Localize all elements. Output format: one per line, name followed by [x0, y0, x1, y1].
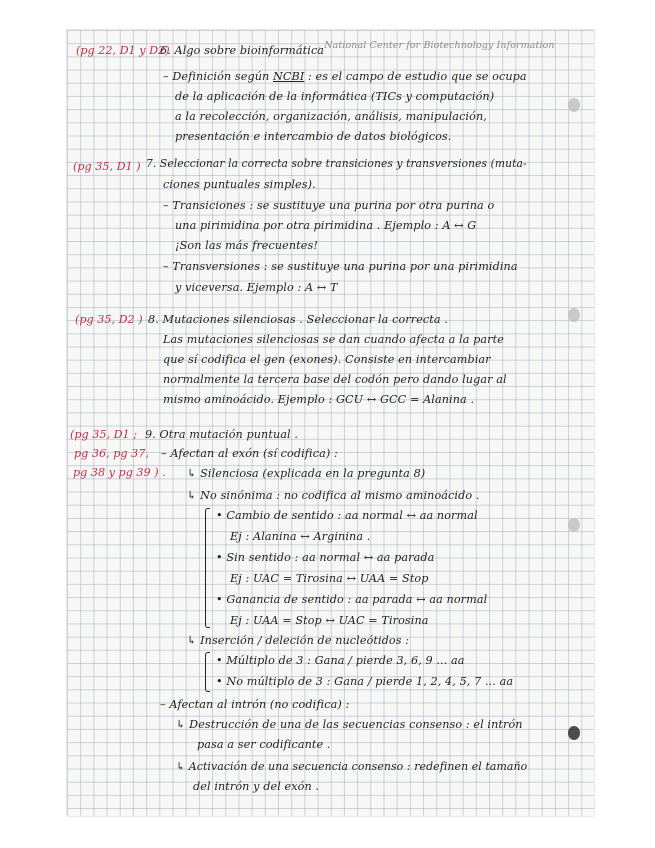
transversions-line: – Transversiones : se sustituye una purina por una pirimidina [163, 260, 518, 273]
example-line: Ej : UAC = Tirosina ↔ UAA = Stop [230, 572, 429, 585]
intron-heading: – Afectan al intrón (no codifica) : [160, 698, 350, 711]
example-line: Ej : Alanina ↔ Arginina . [230, 530, 371, 543]
text-line: Las mutaciones silenciosas se dan cuando afecta a la parte [163, 333, 504, 346]
text-line: de la aplicación de la informática (TICs y computación) [175, 90, 495, 103]
text-line: mismo aminoácido. Ejemplo : GCU ↔ GCC = Alanina . [163, 393, 475, 406]
text-line: del intrón y del exón . [193, 780, 320, 793]
ncbi-annotation: , National Center for Biotechnology Information [318, 40, 555, 51]
text-line: normalmente la tercera base del codón pero dando lugar al [163, 373, 507, 386]
text-line: ↳ Silenciosa (explicada en la pregunta 8) [187, 467, 426, 480]
text-line: presentación e intercambio de datos biológicos. [175, 130, 452, 143]
bracket [205, 508, 210, 628]
question-9-title: 9. Otra mutación puntual . [145, 428, 299, 441]
page-reference: (pg 35, D1 ) [73, 160, 141, 173]
page-reference: (pg 35, D1 ; [70, 428, 138, 441]
text-line: ↳ No sinónima : no codifica al mismo aminoácido . [187, 489, 480, 502]
bracket [205, 652, 210, 692]
page-reference: pg 36, pg 37, [74, 447, 149, 460]
question-6-title: 6. Algo sobre bioinformática [160, 44, 325, 57]
exon-heading: – Afectan al exón (sí codifica) : [161, 447, 338, 460]
text-line: ¡Son las más frecuentes! [175, 239, 318, 252]
definition-line: – Definición según NCBI : es el campo de estudio que se ocupa [163, 70, 527, 83]
text-line: ↳ Destrucción de una de las secuencias consenso : el intrón [176, 718, 523, 731]
punch-hole [568, 98, 580, 112]
text-line: ciones puntuales simples). [163, 178, 316, 191]
bullet-item: • Múltiplo de 3 : Gana / pierde 3, 6, 9 ... aa [216, 654, 465, 667]
text-line: una pirimidina por otra pirimidina . Ejemplo : A ↔ G [175, 219, 477, 232]
punch-hole [568, 308, 580, 322]
punch-hole [568, 518, 580, 532]
question-7-title: 7. Seleccionar la correcta sobre transiciones y transversiones (muta- [146, 157, 527, 170]
transitions-line: – Transiciones : se sustituye una purina por otra purina o [163, 199, 495, 212]
page-reference: (pg 35, D2 ) [75, 313, 143, 326]
bullet-item: • Cambio de sentido : aa normal ↔ aa normal [216, 509, 478, 522]
bullet-item: • Sin sentido : aa normal ↔ aa parada [216, 551, 435, 564]
text-line: que sí codifica el gen (exones). Consiste en intercambiar [163, 353, 491, 366]
bullet-item: • No múltiplo de 3 : Gana / pierde 1, 2, 4, 5, 7 ... aa [216, 675, 514, 688]
text-line: a la recolección, organización, análisis, manipulación, [175, 110, 487, 123]
bullet-item: • Ganancia de sentido : aa parada ↔ aa normal [216, 593, 488, 606]
punch-hole [568, 726, 580, 740]
page-reference: (pg 22, D1 y D2) [76, 44, 170, 57]
page-reference: pg 38 y pg 39 ) . [73, 466, 166, 479]
text-line: pasa a ser codificante . [197, 738, 331, 751]
text-line: ↳ Activación de una secuencia consenso : redefinen el tamaño [176, 760, 528, 773]
text-line: ↳ Inserción / deleción de nucleótidos : [187, 634, 410, 647]
example-line: Ej : UAA = Stop ↔ UAC = Tirosina [230, 614, 429, 627]
question-8-title: 8. Mutaciones silenciosas . Seleccionar la correcta . [148, 313, 448, 326]
text-line: y viceversa. Ejemplo : A ↔ T [175, 281, 338, 294]
